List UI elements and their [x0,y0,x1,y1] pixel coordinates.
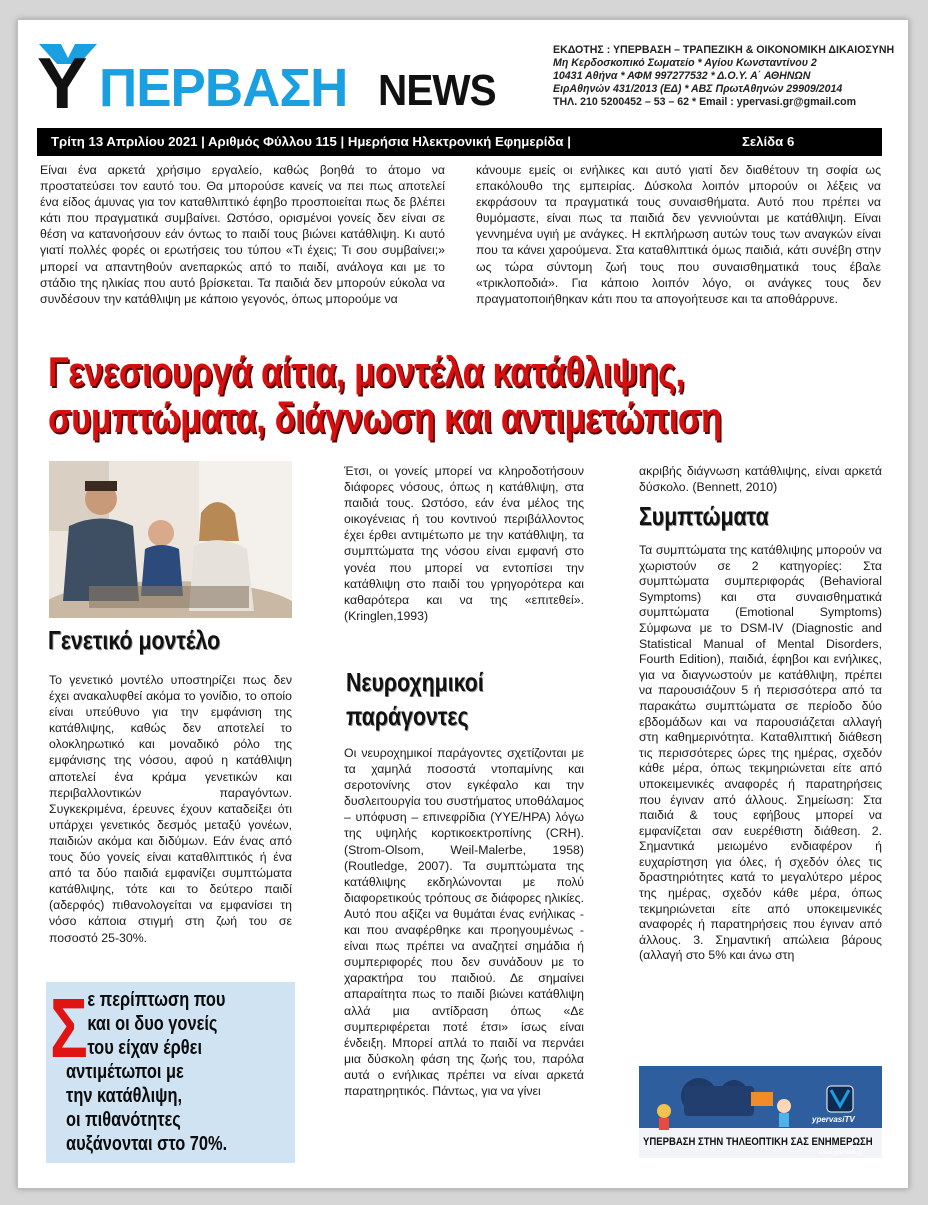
family-photo-illustration [49,461,292,618]
callout-line: του είχαν έρθει [87,1037,203,1059]
logo-ypervasi: ΠΕΡΒΑΣΗ [99,58,348,118]
headline-line-1: Γενεσιουργά αίτια, μοντέλα κατάθλιψης, [48,348,685,395]
tv-brand: ypervasiTV [812,1115,855,1124]
callout-line: οι πιθανότητες [66,1109,181,1131]
section-title-neurochemical-2: παράγοντες [346,701,469,731]
col2-intro-text: Έτσι, οι γονείς μπορεί να κληροδοτήσουν διάφορες νόσους, όπως η κατάθλιψη, στα παιδιά τους. Ωστόσο, εάν ένα μέλος της οικογένειας ή του κοντινού περιβάλλοντος έχει έρθει αντιμέτωπο με την κατάθλιψη, τα συμπτώματα της νόσου είναι εμφανή στο γονέα που μπορεί να εντοπίσει την κατάθλιψη στο παιδί του γρηγορότερα και καθαρότερα και να της «επιτεθεί». (Kringlen,1993) [344,464,584,623]
page-number: Σελίδα 6 [742,134,795,149]
section-title-genetic: Γενετικό μοντέλο [48,625,221,655]
genetic-model-text: Το γενετικό μοντέλο υποστηρίζει πως δεν έχει ανακαλυφθεί ακόμα το γονίδιο, το οποίο είναι υπεύθυνο για την εμφάνιση της κατάθλιψης, καθώς δεν αποτελεί το ολοκληρωτικό και μοναδικό ρόλο της εμφάνισης της νόσου, αφού η κατάθλιψη αποτελεί ένα κράμα γενετικών και περιβαλλοντικών παραγόντων. Συγκεκριμένα, έρευνες έχουν καταδείξει ότι υπάρχει γενετικός δεσμός μεταξύ γονέων, παιδιών ακόμα και διδύμων. Εάν ένας από τους δύο γονείς είναι καταθλιπτικός ή ένα από τα δύο παιδιά εμφανίζει συμπτώματα κατάθλιψης, τότε και το δεύτερο παιδί (αδερφός) πιθανολογείται να εμφανίσει τη νόσο κάποια στιγμή στη ζωή του σε ποσοστό 25-30%. [49,673,292,945]
article-continuation-left: Είναι ένα αρκετά χρήσιμο εργαλείο, καθώς βοηθά το άτομο να προστατεύσει τον εαυτό του. Θα μπορούσε κανείς να πει πως αποτελεί ένα είδος άμυνας για τον καταθλιπτικό έφηβο προσποιείται πως δε βλέπει κάτι που πραγματικά συμβαίνει. Ωστόσο, ορισμένοι γονείς δεν είναι σε θέση να κατανοήσουν εάν όντως το παιδί τους βιώνει κατάθλιψη. Κι αυτό γιατί πολλές φορές οι ερωτήσεις του τύπου «Τι έχεις; Τι σου συμβαίνει;» μπορεί να απαντηθούν ανεπαρκώς από το παιδί, ανάλογα και με το στάδιο της ηλικίας που αυτό βρίσκεται. Τα παιδιά δεν μπορούν εύκολα να συνδέσουν την κατάθλιψη με κάποιο γεγονός, όπως μπορούμε να [40,163,445,306]
headline-line-2: συμπτώματα, διάγνωση και αντιμετώπιση [48,394,722,441]
ypervasi-tv-banner[interactable] [639,1066,882,1158]
issue-bar [37,128,882,156]
publisher-line: ΕΚΔΟΤΗΣ : ΥΠΕΡΒΑΣΗ – ΤΡΑΠΕΖΙΚΗ & ΟΙΚΟΝΟΜΙΚΗ ΔΙΚΑΙΟΣΥΝΗ [553,44,895,56]
callout-initial: Σ [50,981,88,1075]
article-headline [48,349,908,441]
callout-box [46,982,295,1163]
section-title-symptoms: Συμπτώματα [639,501,769,531]
logo-news: NEWS [378,66,496,115]
section-title-neurochemical-1: Νευροχημικοί [346,667,484,697]
tv-banner-caption: ΥΠΕΡΒΑΣΗ ΣΤΗΝ ΤΗΛΕΟΠΤΙΚΗ ΣΑΣ ΕΝΗΜΕΡΩΣΗ [643,1136,873,1148]
callout-line: αυξάνονται στο 70%. [66,1133,228,1155]
masthead-logo [37,44,517,124]
col3-intro-text: ακριβής διάγνωση κατάθλιψης, είναι αρκετά δύσκολο. (Bennett, 2010) [639,464,882,495]
article-continuation-right: κάνουμε εμείς οι ενήλικες και αυτό γιατί δεν διαθέτουν τη σοφία ως επακόλουθο της εμπειρίας. Δύσκολα λοιπόν μπορούν οι λέξεις να εκφράσουν τα πραγματικά τους συναισθήματα. Αυτό που πρέπει να θυμόμαστε, είναι πως τα παιδιά δεν γεννιούνται με κατάθλιψη. Είναι γεννημένα υγιή με ανάγκες. Η εκπλήρωση αυτών τους των αναγκών είναι που τα κάνει χαρούμενα. Στα καταθλιπτικά όμως παιδιά, κάτι συνέβη στην ως τώρα σύντομη ζωή τους που συναισθηματικά τους έβαλε «τρικλοποδιά». Για κάποιο λοιπόν λόγο, οι ανάγκες τους δεν πραγματοποιήθηκαν κάτι που τα απογοήτευσε και τα αποθάρρυνε. [476,163,881,306]
publisher-line: ΕιρΑθηνών 431/2013 (ΕΔ) * ΑΒΣ ΠρωτΑθηνών 29909/2014 [553,83,843,95]
neurochemical-text: Οι νευροχημικοί παράγοντες σχετίζονται με τα χαμηλά ποσοστά ντοπαμίνης και σεροτονίνης στον εγκέφαλο και την δυσλειτουργία του συστήματος υποθάλαμος – υπόφυση – επινεφρίδια (ΥΥΕ/HPA) λόγω της υψηλής κορτικοεκτροπίνης (CRH). (Strom-Olsom, Weil-Malerbe, 1958) (Routledge, 2007). Τα συμπτώματα της κατάθλιψης εκδηλώνονται με πολύ διαφορετικούς τρόπους σε διάφορες ηλικίες. Αυτό που αξίζει να θυμάται ένας ενήλικας - και που αναφέρθηκε και προηγουμένως - είναι πως πρέπει να αναζητεί σημάδια ή συμπεριφορές που δεν συνάδουν με το χαρακτήρα του παιδιού. Δε σημαίνει απαραίτητα πως το παιδί βιώνει κατάθλιψη αλλά μια αντίδραση όπως «Δε συμπεριφέρεται ποτέ έτσι» ίσως είναι ένδειξη. Μπορεί απλά το παιδί να περνάει μια δύσκολη φάση της ζωής του, παρόλα αυτά ο ενήλικας πρέπει να είναι αρκετά παρατηρητικός. Πάντως, για να γίνει [344,746,584,1098]
publisher-line: Μη Κερδοσκοπικό Σωματείο * Αγίου Κωνσταντίνου 2 [553,57,817,69]
tv-banner-url: www.ypervasi.gr [819,1150,863,1156]
publisher-info [553,44,903,109]
symptoms-text: Τα συμπτώματα της κατάθλιψης μπορούν να χωριστούν σε 2 κατηγορίες: Στα συμπτώματα συμπεριφοράς (Behavioral Symptoms) και στα συναισθηματικά συμπτώματα (Emotional Symptoms) Σύμφωνα με το DSM-IV (Diagnostic and Statistical Manual of Mental Disorders, Fourth Edition), παιδιά, έφηβοι και ενήλικες, για να διαγνωστούν με κατάθλιψη, πρέπει να παρουσιάζουν 5 ή περισσότερα από τα παρακάτω συμπτώματα σε περίοδο δύο εβδομάδων και να παρουσιάζεται αλλαγή στη καθημερινότητα. Καταθλιπτική διάθεση τις περισσότερες ώρες της ημέρας, σχεδόν κάθε μέρα, όπως τεκμηριώνεται είτε από υποκειμενικές αναφορές ή παρατηρήσεις που έγιναν από άλλους. Σημείωση: Στα παιδιά & τους εφήβους μπορεί να εμφανίζεται σαν ευερέθιστη διάθεση. 2. Σημαντικά μειωμένο ενδιαφέρον ή ευχαρίστηση για όλες, ή σχεδόν όλες τις δραστηριότητες κατά το μεγαλύτερο μέρος της ημέρας, σχεδόν κάθε μέρα, όπως τεκμηριώνεται είτε από υποκειμενικές αναφορές ή παρατηρήσεις που έγιναν από άλλους. 3. Σημαντική απώλεια βάρους (αλλαγή στο 5% και άνω στη [639,543,882,963]
callout-line: την κατάθλιψη, [66,1085,183,1107]
issue-date-info: Τρίτη 13 Απριλίου 2021 | Αριθμός Φύλλου 115 | Ημερήσια Ηλεκτρονική Εφημερίδα | [51,134,571,149]
publisher-contact: ΤΗΛ. 210 5200452 – 53 – 62 * Email : ypervasi.gr@gmail.com [553,96,857,108]
callout-text [66,988,306,1156]
callout-line: και οι δυο γονείς [87,1013,218,1035]
family-photo [49,461,292,618]
callout-line: ε περίπτωση που [87,989,226,1011]
callout-line: αντιμέτωποι με [66,1061,184,1083]
logo-y: Y [37,44,86,124]
publisher-line: 10431 Αθήνα * ΑΦΜ 997277532 * Δ.Ο.Υ. Α΄ ΑΘΗΝΩΝ [553,70,811,82]
newspaper-page [17,19,909,1189]
